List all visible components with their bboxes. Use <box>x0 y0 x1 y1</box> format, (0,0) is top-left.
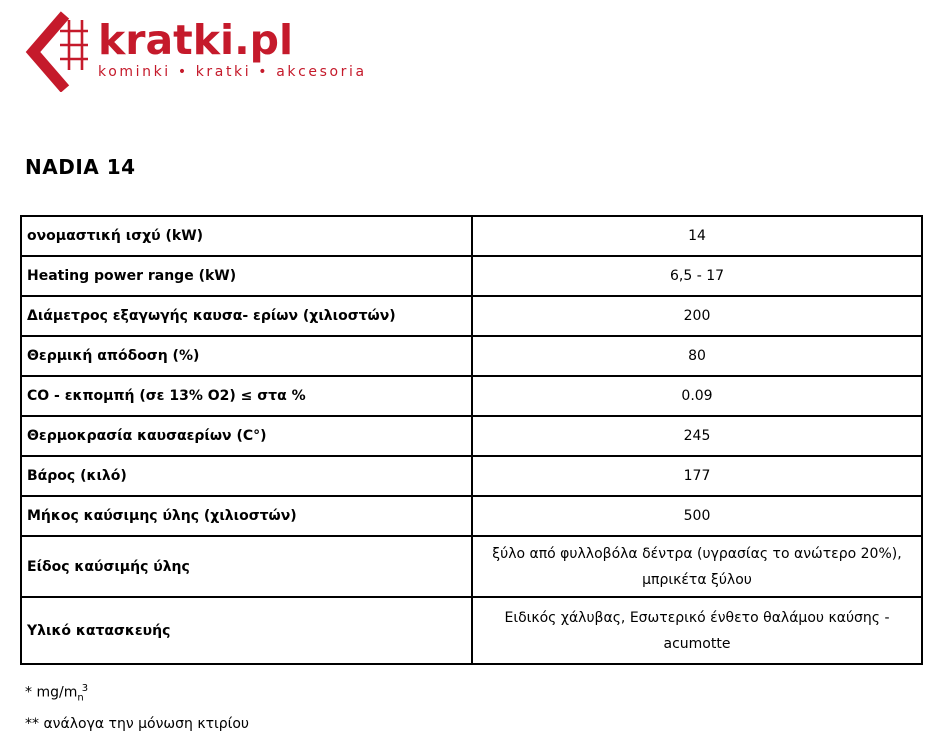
spec-label: Βάρος (κιλό) <box>21 456 472 496</box>
spec-label: Heating power range (kW) <box>21 256 472 296</box>
spec-label: Θερμική απόδοση (%) <box>21 336 472 376</box>
logo-text <box>98 8 367 80</box>
spec-value: 14 <box>472 216 922 256</box>
table-row <box>21 336 922 376</box>
spec-label: ονομαστική ισχύ (kW) <box>21 216 472 256</box>
brand-tagline: kominki • kratki • akcesoria <box>98 64 367 80</box>
table-row <box>21 296 922 336</box>
table-row <box>21 496 922 536</box>
footnote-mg <box>25 676 249 711</box>
spec-value: 0.09 <box>472 376 922 416</box>
table-row <box>21 256 922 296</box>
spec-label: Είδος καύσιμής ύλης <box>21 536 472 597</box>
kratki-logo <box>24 8 367 92</box>
spec-value: ξύλο από φυλλοβόλα δέντρα (υγρασίας το ανώτερο 20%), μπρικέτα ξύλου <box>472 536 922 597</box>
spec-value: 245 <box>472 416 922 456</box>
footnotes <box>25 676 249 737</box>
footnote-mg-text: * mg/m <box>25 684 78 701</box>
footnote-mg-sub: n <box>77 692 84 704</box>
table-row <box>21 536 922 597</box>
table-row <box>21 416 922 456</box>
spec-value: 500 <box>472 496 922 536</box>
spec-table <box>20 215 923 665</box>
table-row <box>21 216 922 256</box>
page-title: NADIA 14 <box>25 155 136 179</box>
spec-label: Θερμοκρασία καυσαερίων (C°) <box>21 416 472 456</box>
spec-value: 80 <box>472 336 922 376</box>
spec-label: Μήκος καύσιμης ύλης (χιλιοστών) <box>21 496 472 536</box>
spec-label: Διάμετρος εξαγωγής καυσα- ερίων (χιλιοστών) <box>21 296 472 336</box>
spec-label: CO - εκπομπή (σε 13% O2) ≤ στα % <box>21 376 472 416</box>
spec-value: 177 <box>472 456 922 496</box>
table-row <box>21 456 922 496</box>
footnote-mg-sup: 3 <box>81 683 89 694</box>
table-row <box>21 376 922 416</box>
kratki-grate-arrow-icon <box>24 8 88 92</box>
spec-value: 200 <box>472 296 922 336</box>
spec-value: 6,5 - 17 <box>472 256 922 296</box>
brand-name: kratki.pl <box>98 16 294 64</box>
spec-label: Υλικό κατασκευής <box>21 597 472 664</box>
footnote-insulation: ** ανάλογα την μόνωση κτιρίου <box>25 716 250 733</box>
table-row <box>21 597 922 664</box>
spec-value: Ειδικός χάλυβας, Εσωτερικό ένθετο θαλάμου καύσης - acumotte <box>472 597 922 664</box>
